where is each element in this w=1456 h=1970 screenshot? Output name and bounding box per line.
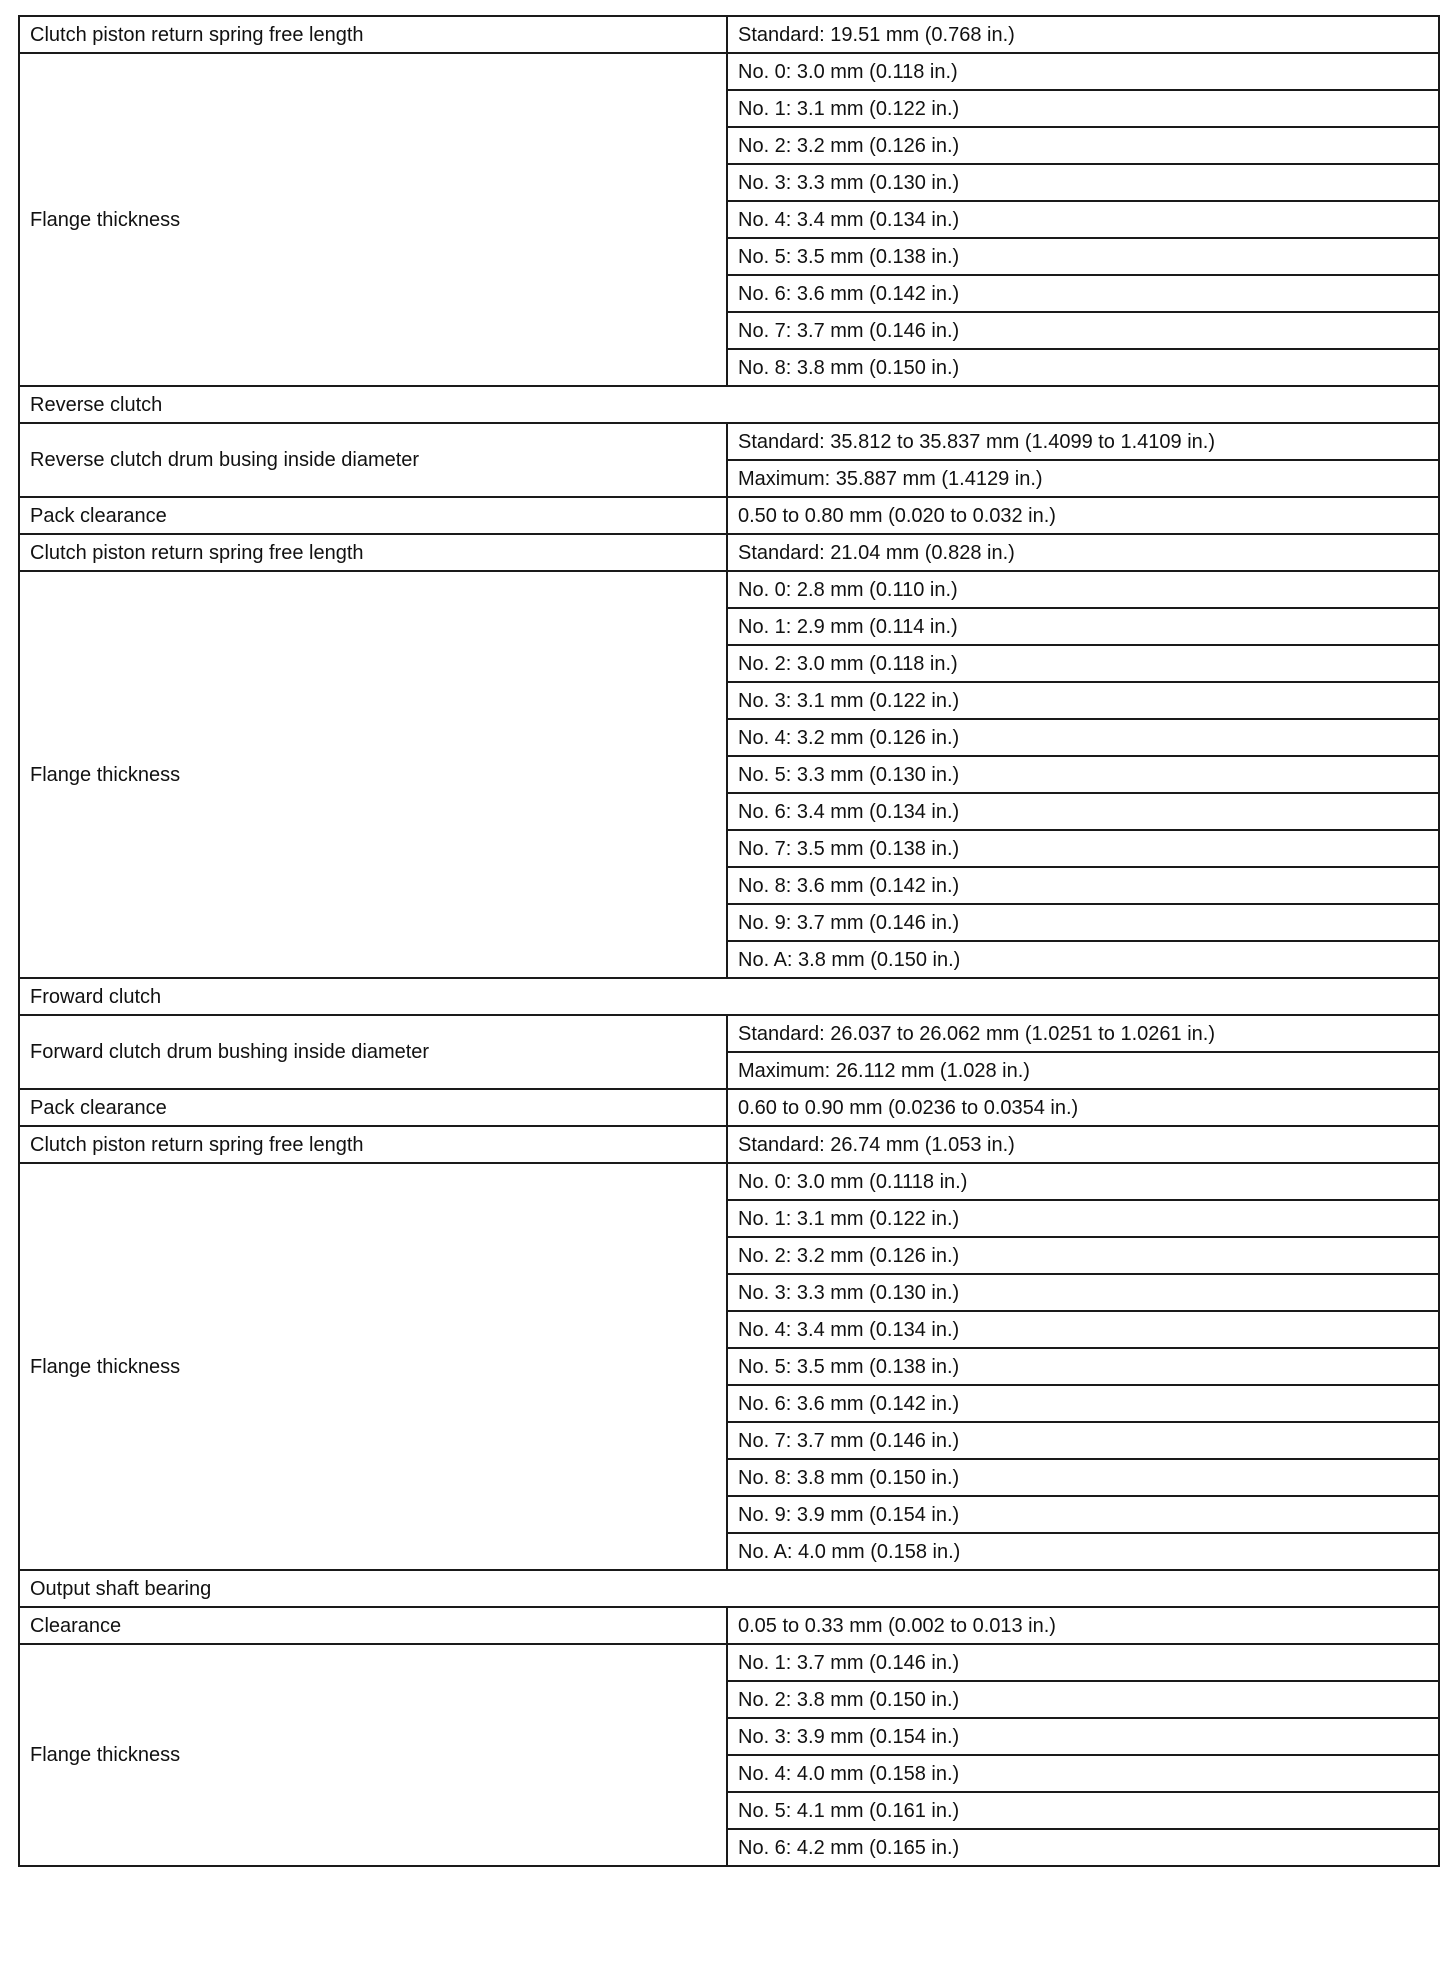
table-row: [19, 53, 1439, 90]
section-row: [19, 1570, 1439, 1607]
table-row: [19, 1607, 1439, 1644]
spec-value-cell: No. 4: 3.4 mm (0.134 in.): [727, 1311, 1439, 1348]
table-row: [19, 1015, 1439, 1052]
spec-value-cell: No. 8: 3.8 mm (0.150 in.): [727, 1459, 1439, 1496]
spec-value-cell: No. 7: 3.7 mm (0.146 in.): [727, 1422, 1439, 1459]
spec-value-cell: Standard: 26.037 to 26.062 mm (1.0251 to 1.0261 in.): [727, 1015, 1439, 1052]
spec-value-cell: No. 6: 3.6 mm (0.142 in.): [727, 1385, 1439, 1422]
spec-label-cell: Flange thickness: [19, 53, 727, 386]
spec-value-cell: No. 5: 4.1 mm (0.161 in.): [727, 1792, 1439, 1829]
section-row: [19, 978, 1439, 1015]
table-row: [19, 423, 1439, 460]
spec-label-cell: Pack clearance: [19, 497, 727, 534]
spec-value-cell: No. 0: 3.0 mm (0.118 in.): [727, 53, 1439, 90]
spec-value-cell: No. 0: 2.8 mm (0.110 in.): [727, 571, 1439, 608]
spec-value-cell: 0.50 to 0.80 mm (0.020 to 0.032 in.): [727, 497, 1439, 534]
specifications-table: [18, 15, 1440, 1867]
spec-label-cell: Flange thickness: [19, 571, 727, 978]
spec-value-cell: No. 5: 3.5 mm (0.138 in.): [727, 1348, 1439, 1385]
spec-value-cell: Maximum: 26.112 mm (1.028 in.): [727, 1052, 1439, 1089]
spec-value-cell: No. 3: 3.3 mm (0.130 in.): [727, 1274, 1439, 1311]
section-heading: Reverse clutch: [19, 386, 1439, 423]
spec-value-cell: No. 2: 3.8 mm (0.150 in.): [727, 1681, 1439, 1718]
spec-label-cell: Clutch piston return spring free length: [19, 16, 727, 53]
spec-label-cell: Clutch piston return spring free length: [19, 534, 727, 571]
spec-value-cell: Maximum: 35.887 mm (1.4129 in.): [727, 460, 1439, 497]
spec-value-cell: No. 5: 3.5 mm (0.138 in.): [727, 238, 1439, 275]
section-heading: Output shaft bearing: [19, 1570, 1439, 1607]
table-row: [19, 1644, 1439, 1681]
section-heading: Froward clutch: [19, 978, 1439, 1015]
table-row: [19, 534, 1439, 571]
spec-value-cell: No. 3: 3.3 mm (0.130 in.): [727, 164, 1439, 201]
spec-label-cell: Flange thickness: [19, 1644, 727, 1866]
spec-value-cell: Standard: 21.04 mm (0.828 in.): [727, 534, 1439, 571]
spec-value-cell: No. 5: 3.3 mm (0.130 in.): [727, 756, 1439, 793]
spec-value-cell: No. 3: 3.9 mm (0.154 in.): [727, 1718, 1439, 1755]
table-row: [19, 1163, 1439, 1200]
spec-label-cell: Reverse clutch drum busing inside diameter: [19, 423, 727, 497]
spec-value-cell: 0.05 to 0.33 mm (0.002 to 0.013 in.): [727, 1607, 1439, 1644]
spec-value-cell: No. 8: 3.8 mm (0.150 in.): [727, 349, 1439, 386]
spec-value-cell: No. A: 4.0 mm (0.158 in.): [727, 1533, 1439, 1570]
table-row: [19, 1089, 1439, 1126]
spec-value-cell: No. 6: 3.6 mm (0.142 in.): [727, 275, 1439, 312]
table-row: [19, 497, 1439, 534]
spec-label-cell: Forward clutch drum bushing inside diameter: [19, 1015, 727, 1089]
spec-label-cell: Pack clearance: [19, 1089, 727, 1126]
spec-value-cell: No. 1: 2.9 mm (0.114 in.): [727, 608, 1439, 645]
spec-label-cell: Clearance: [19, 1607, 727, 1644]
spec-label-cell: Flange thickness: [19, 1163, 727, 1570]
spec-value-cell: No. 2: 3.2 mm (0.126 in.): [727, 1237, 1439, 1274]
spec-label-cell: Clutch piston return spring free length: [19, 1126, 727, 1163]
spec-value-cell: No. 7: 3.5 mm (0.138 in.): [727, 830, 1439, 867]
spec-value-cell: No. 2: 3.2 mm (0.126 in.): [727, 127, 1439, 164]
table-row: [19, 16, 1439, 53]
spec-value-cell: Standard: 35.812 to 35.837 mm (1.4099 to 1.4109 in.): [727, 423, 1439, 460]
spec-value-cell: No. 6: 4.2 mm (0.165 in.): [727, 1829, 1439, 1866]
spec-value-cell: No. 1: 3.7 mm (0.146 in.): [727, 1644, 1439, 1681]
spec-value-cell: No. 9: 3.9 mm (0.154 in.): [727, 1496, 1439, 1533]
table-row: [19, 1126, 1439, 1163]
spec-value-cell: No. 2: 3.0 mm (0.118 in.): [727, 645, 1439, 682]
spec-value-cell: No. 0: 3.0 mm (0.1118 in.): [727, 1163, 1439, 1200]
spec-value-cell: No. 3: 3.1 mm (0.122 in.): [727, 682, 1439, 719]
spec-value-cell: No. 4: 4.0 mm (0.158 in.): [727, 1755, 1439, 1792]
spec-value-cell: Standard: 19.51 mm (0.768 in.): [727, 16, 1439, 53]
spec-value-cell: No. 4: 3.4 mm (0.134 in.): [727, 201, 1439, 238]
spec-value-cell: No. 9: 3.7 mm (0.146 in.): [727, 904, 1439, 941]
table-row: [19, 571, 1439, 608]
spec-value-cell: No. A: 3.8 mm (0.150 in.): [727, 941, 1439, 978]
spec-value-cell: No. 1: 3.1 mm (0.122 in.): [727, 1200, 1439, 1237]
spec-value-cell: No. 8: 3.6 mm (0.142 in.): [727, 867, 1439, 904]
spec-value-cell: No. 4: 3.2 mm (0.126 in.): [727, 719, 1439, 756]
spec-value-cell: No. 7: 3.7 mm (0.146 in.): [727, 312, 1439, 349]
spec-value-cell: No. 1: 3.1 mm (0.122 in.): [727, 90, 1439, 127]
spec-value-cell: Standard: 26.74 mm (1.053 in.): [727, 1126, 1439, 1163]
spec-value-cell: No. 6: 3.4 mm (0.134 in.): [727, 793, 1439, 830]
section-row: [19, 386, 1439, 423]
specifications-table-body: [19, 16, 1439, 1866]
spec-value-cell: 0.60 to 0.90 mm (0.0236 to 0.0354 in.): [727, 1089, 1439, 1126]
